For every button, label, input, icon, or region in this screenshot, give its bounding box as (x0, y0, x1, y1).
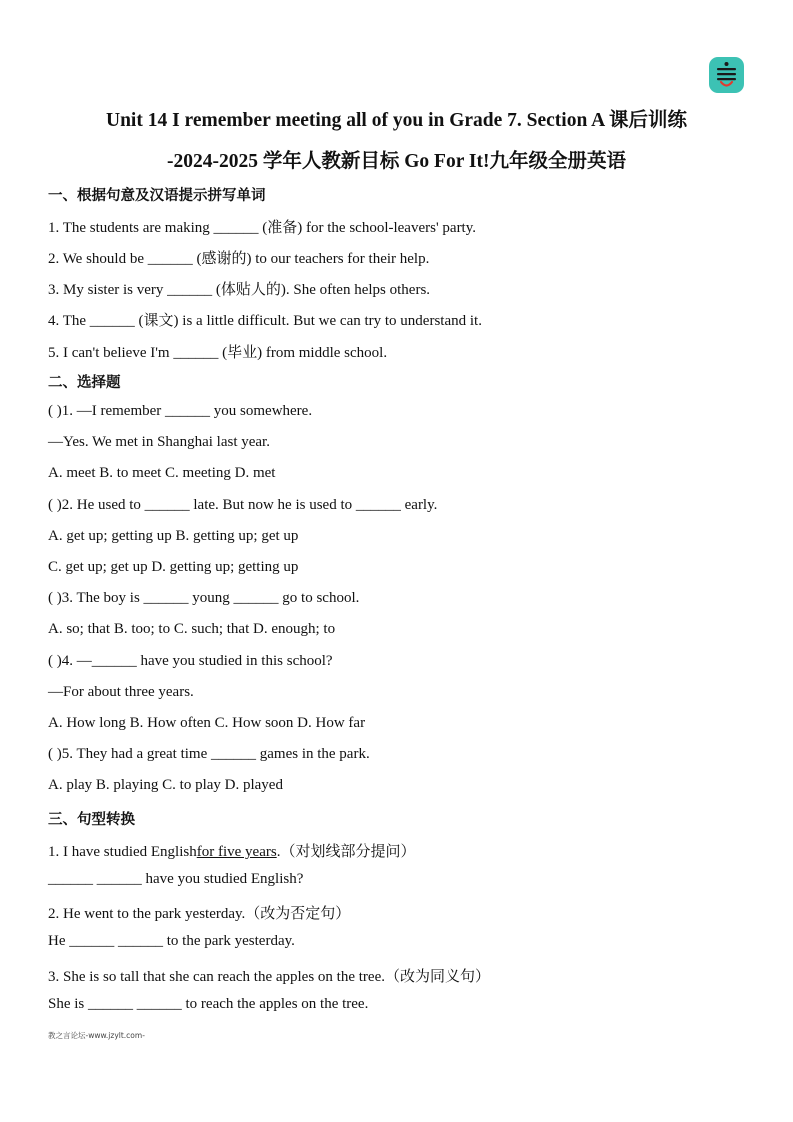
question-text: 1. I have studied English (48, 844, 197, 860)
choice-question: ( )1. —I remember ______ you somewhere. (48, 403, 313, 419)
choice-options: C. get up; get up D. getting up; getting up (48, 559, 299, 575)
document-title-line-2: -2024-2025 学年人教新目标 Go For It!九年级全册英语 (167, 151, 626, 172)
transformation-question (48, 840, 415, 861)
spelling-question: 3. My sister is very ______ (体贴人的). She often helps others. (48, 282, 431, 298)
spelling-question: 5. I can't believe I'm ______ (毕业) from middle school. (48, 345, 388, 361)
choice-options: A. so; that B. too; to C. such; that D. enough; to (48, 621, 336, 637)
underlined-phrase: for five years (196, 844, 277, 860)
transformation-question: 2. He went to the park yesterday.（改为否定句） (48, 906, 351, 922)
choice-options: A. get up; getting up B. getting up; get up (48, 528, 299, 544)
question-instruction: .（对划线部分提问） (276, 844, 416, 860)
answer-line: He ______ ______ to the park yesterday. (48, 933, 295, 949)
choice-question: ( )5. They had a great time ______ games in the park. (48, 746, 370, 762)
transformation-question: 3. She is so tall that she can reach the apples on the tree.（改为同义句） (48, 969, 490, 985)
choice-options: A. How long B. How often C. How soon D. How far (48, 715, 366, 731)
section-heading-sentence-transformation: 三、句型转换 (48, 812, 135, 828)
section-heading-multiple-choice: 二、选择题 (48, 375, 121, 391)
section-heading-spelling: 一、根据句意及汉语提示拼写单词 (48, 188, 266, 204)
choice-question: ( )3. The boy is ______ young ______ go to school. (48, 590, 360, 606)
choice-question: ( )2. He used to ______ late. But now he is used to ______ early. (48, 497, 438, 513)
choice-options: A. play B. playing C. to play D. played (48, 777, 283, 793)
document-title-line-1: Unit 14 I remember meeting all of you in Grade 7. Section A 课后训练 (106, 110, 687, 131)
spelling-question: 2. We should be ______ (感谢的) to our teachers for their help. (48, 251, 430, 267)
answer-line: ______ ______ have you studied English? (48, 871, 304, 887)
choice-options: A. meet B. to meet C. meeting D. met (48, 465, 276, 481)
answer-line: She is ______ ______ to reach the apples on the tree. (48, 996, 369, 1012)
spelling-question: 4. The ______ (课文) is a little difficult. But we can try to understand it. (48, 313, 482, 329)
footer-watermark: 教之言论坛-www.jzylt.com- (48, 1031, 145, 1040)
book-menu-icon (709, 57, 744, 93)
choice-dialogue-line: —Yes. We met in Shanghai last year. (48, 434, 270, 450)
choice-dialogue-line: —For about three years. (48, 684, 194, 700)
choice-question: ( )4. —______ have you studied in this school? (48, 653, 333, 669)
logo (709, 57, 744, 93)
spelling-question: 1. The students are making ______ (准备) for the school-leavers' party. (48, 220, 477, 236)
